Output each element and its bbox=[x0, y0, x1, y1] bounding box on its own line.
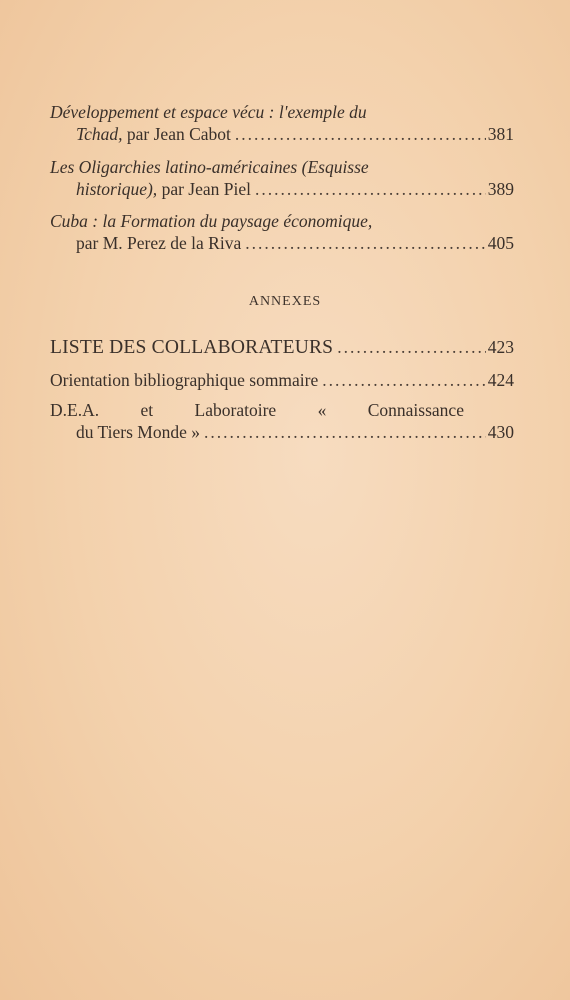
toc-entry-1 bbox=[50, 101, 516, 145]
annex-word: « bbox=[317, 400, 327, 420]
page-number: 423 bbox=[487, 337, 514, 357]
dot-leader bbox=[322, 369, 486, 391]
annex-title-cont: du Tiers Monde » bbox=[76, 422, 200, 442]
toc-entry-2 bbox=[50, 156, 516, 200]
entry-title-cont: historique), bbox=[76, 179, 158, 199]
dot-leader bbox=[235, 123, 486, 145]
section-title: ANNEXES bbox=[248, 294, 322, 309]
annex-word: et bbox=[140, 400, 154, 420]
toc-entry-3 bbox=[50, 210, 516, 254]
entry-author: par Jean Piel bbox=[157, 179, 251, 199]
dot-leader bbox=[245, 232, 486, 254]
annex-word: D.E.A. bbox=[50, 400, 100, 420]
page-number: 430 bbox=[487, 422, 514, 442]
annex-word: Connaissance bbox=[367, 400, 464, 420]
annex-word: Laboratoire bbox=[194, 400, 277, 420]
annex-entry-1 bbox=[50, 336, 516, 360]
dot-leader bbox=[337, 336, 486, 358]
annex-title: LISTE DES COLLABORATEURS bbox=[50, 337, 334, 358]
entry-title: Développement et espace vécu : l'exemple du bbox=[50, 102, 367, 122]
dot-leader bbox=[255, 178, 486, 200]
entry-author: par M. Perez de la Riva bbox=[76, 233, 242, 253]
page-number: 424 bbox=[487, 370, 514, 390]
entry-title-cont: Tchad, bbox=[76, 124, 123, 144]
annex-entry-2 bbox=[50, 369, 516, 391]
entry-author: par Jean Cabot bbox=[122, 124, 231, 144]
entry-title: Cuba : la Formation du paysage économique, bbox=[50, 211, 373, 231]
page-number: 381 bbox=[487, 124, 514, 144]
annex-title: Orientation bibliographique sommaire bbox=[50, 370, 319, 390]
page-number: 405 bbox=[487, 233, 514, 253]
annex-entry-3 bbox=[50, 399, 516, 443]
entry-title: Les Oligarchies latino-américaines (Esquisse bbox=[50, 157, 369, 177]
page-number: 389 bbox=[487, 179, 514, 199]
dot-leader bbox=[204, 421, 486, 443]
